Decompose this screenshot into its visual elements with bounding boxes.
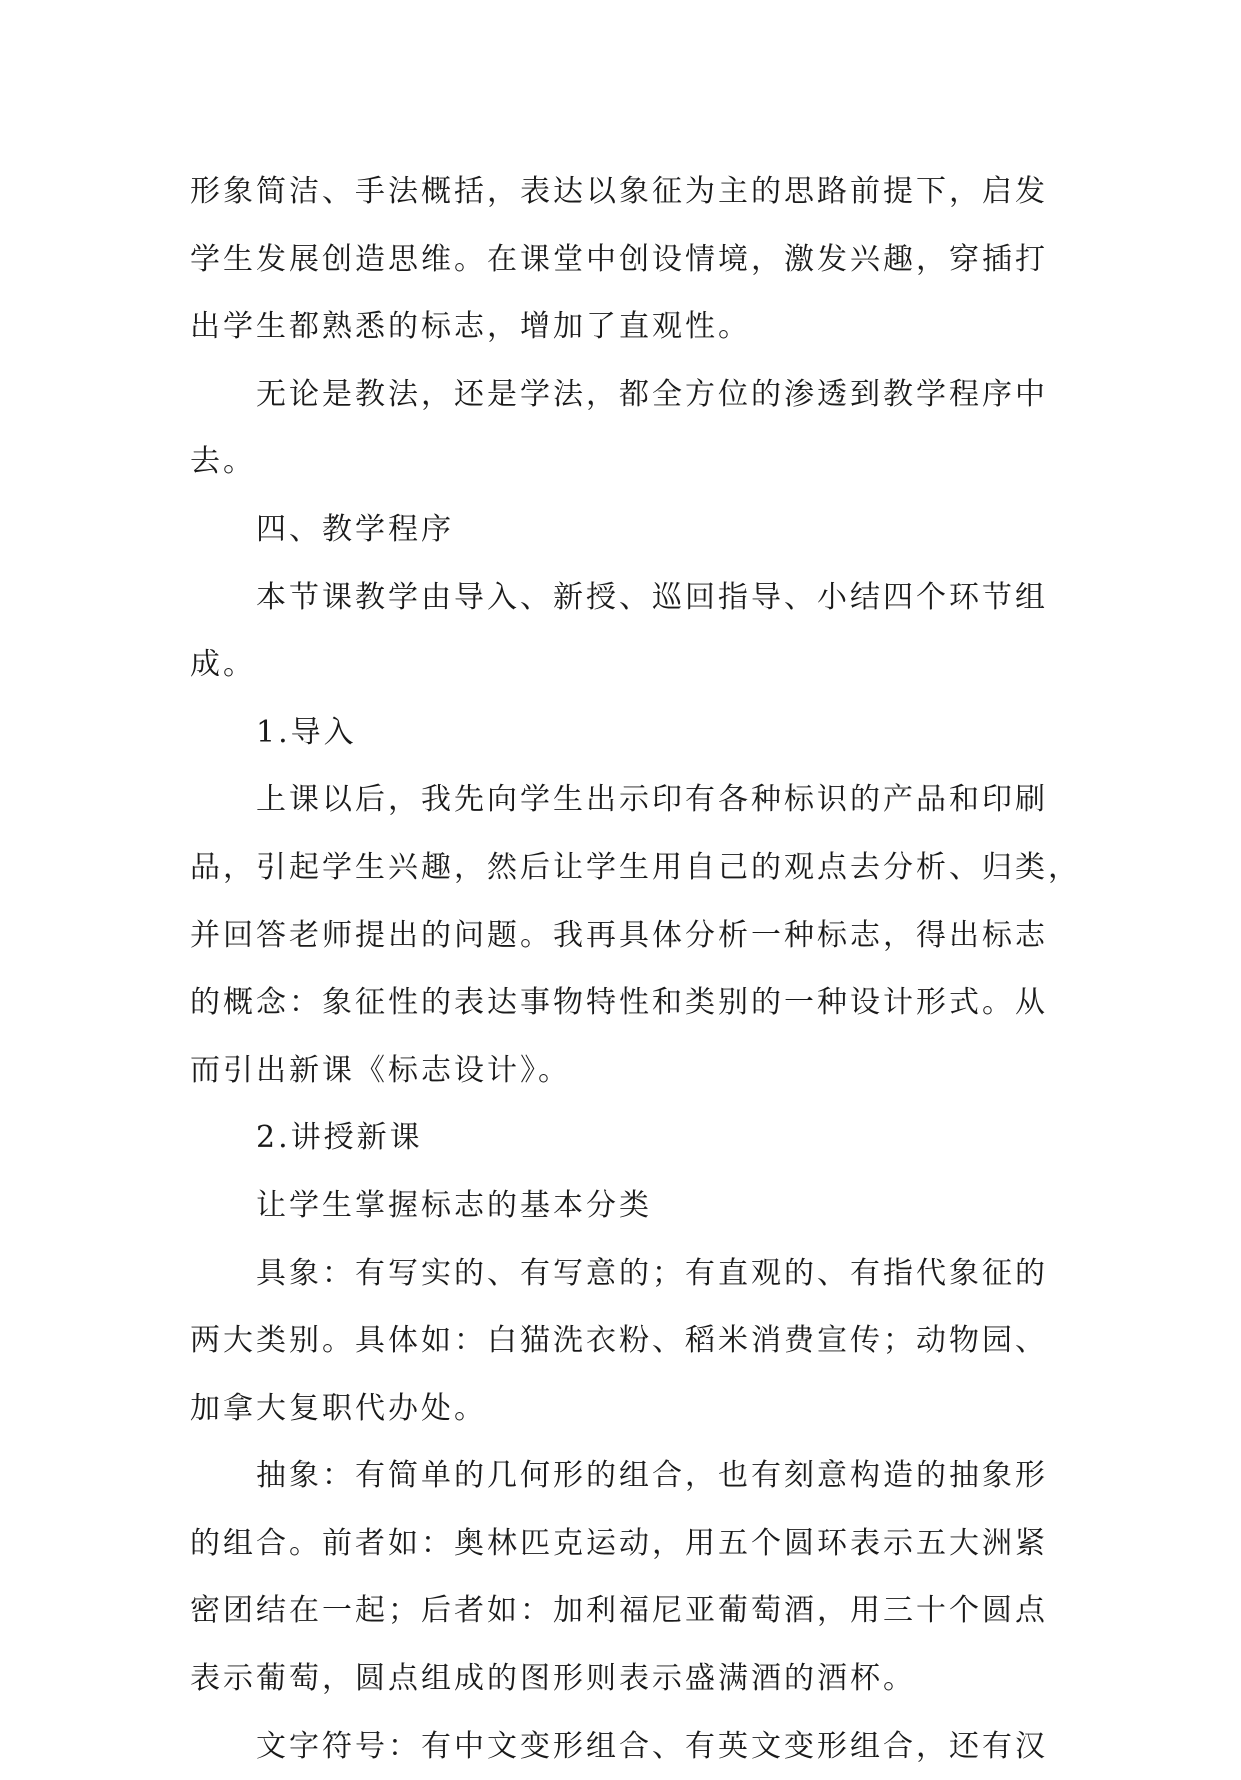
text-line: 文字符号：有中文变形组合、有英文变形组合，还有汉 xyxy=(256,1728,1048,1764)
section-heading: 四、教学程序 xyxy=(256,511,454,547)
text-line: 密团结在一起；后者如：加利福尼亚葡萄酒，用三十个圆点 xyxy=(190,1593,1048,1629)
text-line: 学生发展创造思维。在课堂中创设情境，激发兴趣，穿插打 xyxy=(190,241,1048,277)
text-line: 表示葡萄，圆点组成的图形则表示盛满酒的酒杯。 xyxy=(190,1661,916,1697)
text-line: 而引出新课《标志设计》。 xyxy=(190,1052,571,1088)
text-line: 抽象：有简单的几何形的组合，也有刻意构造的抽象形 xyxy=(256,1458,1048,1494)
subsection-heading: 2.讲授新课 xyxy=(256,1120,423,1156)
document-body xyxy=(190,158,1081,1780)
text-line: 并回答老师提出的问题。我再具体分析一种标志，得出标志 xyxy=(190,917,1048,953)
text-line: 的组合。前者如：奥林匹克运动，用五个圆环表示五大洲紧 xyxy=(190,1525,1048,1561)
text-line: 加拿大复职代办处。 xyxy=(190,1390,487,1426)
text-line: 两大类别。具体如：白猫洗衣粉、稻米消费宣传；动物园、 xyxy=(190,1323,1048,1359)
text-line: 的概念：象征性的表达事物特性和类别的一种设计形式。从 xyxy=(190,985,1048,1021)
text-line: 形象简洁、手法概括，表达以象征为主的思路前提下，启发 xyxy=(190,174,1048,209)
text-line: 无论是教法，还是学法，都全方位的渗透到教学程序中 xyxy=(256,376,1048,412)
text-line: 上课以后，我先向学生出示印有各种标识的产品和印刷 xyxy=(256,782,1048,818)
text-line: 让学生掌握标志的基本分类 xyxy=(256,1187,652,1223)
text-line: 具象：有写实的、有写意的；有直观的、有指代象征的 xyxy=(256,1255,1048,1291)
text-line: 去。 xyxy=(190,444,256,480)
text-line: 成。 xyxy=(190,647,256,683)
text-line: 品，引起学生兴趣，然后让学生用自己的观点去分析、归类， xyxy=(190,849,1081,885)
text-line: 本节课教学由导入、新授、巡回指导、小结四个环节组 xyxy=(256,579,1048,615)
subsection-heading: 1.导入 xyxy=(256,714,357,750)
text-line: 出学生都熟悉的标志，增加了直观性。 xyxy=(190,309,751,345)
